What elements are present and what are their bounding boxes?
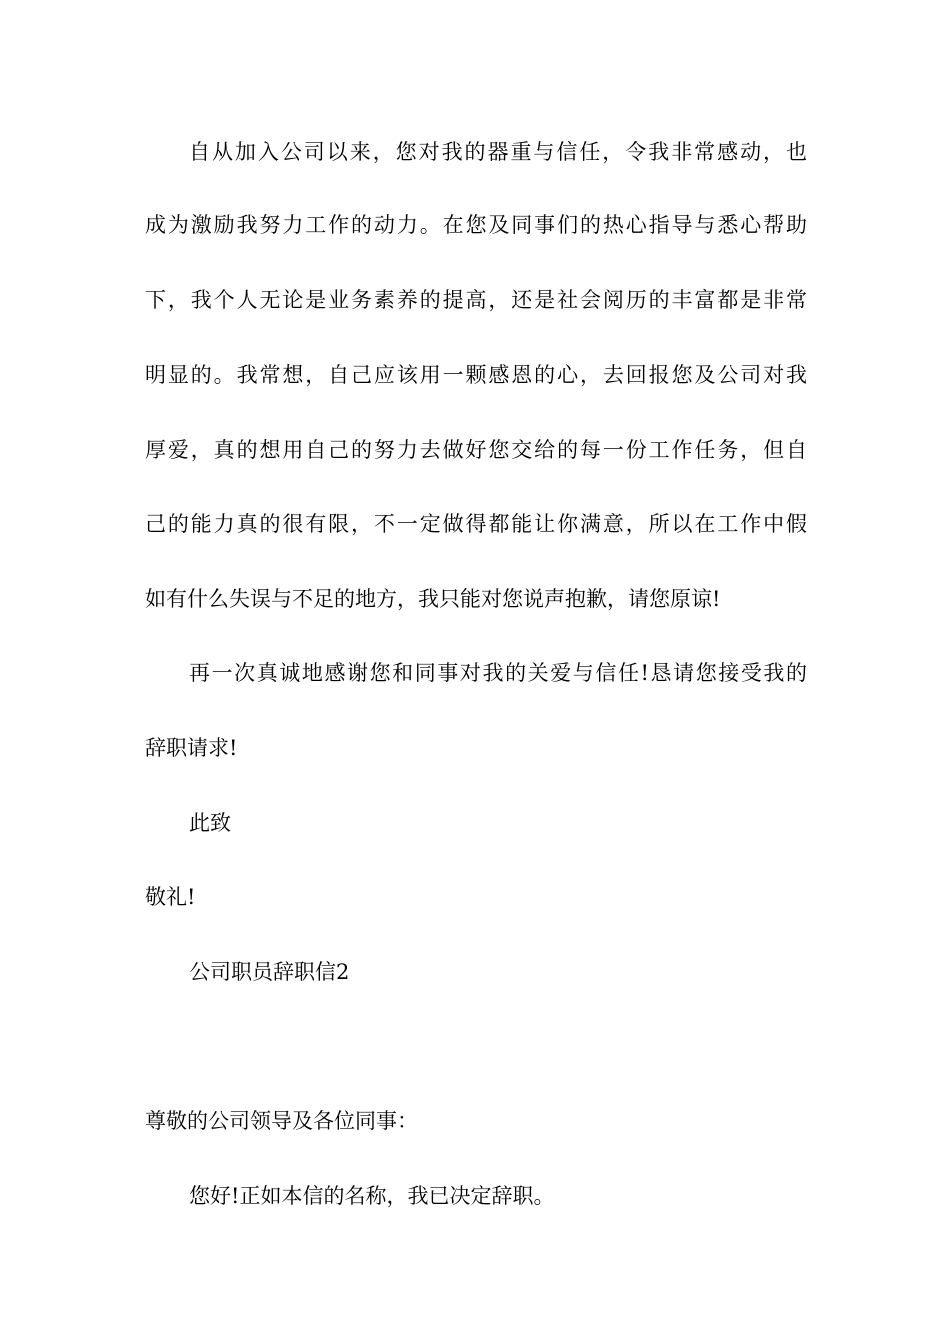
paragraph-line-5: 厚爱，真的想用自己的努力去做好您交给的每一份工作任务，但自 <box>145 438 807 462</box>
letter-opening: 您好!正如本信的名称，我已决定辞职。 <box>189 1184 555 1208</box>
paragraph-line-6: 己的能力真的很有限，不一定做得都能让你满意，所以在工作中假 <box>145 512 807 536</box>
paragraph-line-8: 再一次真诚地感谢您和同事对我的关爱与信任!恳请您接受我的 <box>189 661 807 685</box>
document-page <box>145 0 807 1344</box>
letter-greeting: 尊敬的公司领导及各位同事： <box>145 1109 418 1133</box>
paragraph-line-2: 成为激励我努力工作的动力。在您及同事们的热心指导与悉心帮助 <box>145 213 807 237</box>
paragraph-line-1: 自从加入公司以来，您对我的器重与信任，令我非常感动，也 <box>189 140 807 164</box>
closing-regards: 敬礼! <box>145 885 196 909</box>
paragraph-line-9: 辞职请求! <box>145 736 238 760</box>
closing-salutation: 此致 <box>189 811 231 835</box>
paragraph-line-7: 如有什么失误与不足的地方，我只能对您说声抱歉，请您原谅! <box>145 587 721 611</box>
letter-title: 公司职员辞职信2 <box>189 960 350 984</box>
paragraph-line-4: 明显的。我常想，自己应该用一颗感恩的心，去回报您及公司对我 <box>145 363 807 387</box>
paragraph-line-3: 下，我个人无论是业务素养的提高，还是社会阅历的丰富都是非常 <box>145 288 807 312</box>
